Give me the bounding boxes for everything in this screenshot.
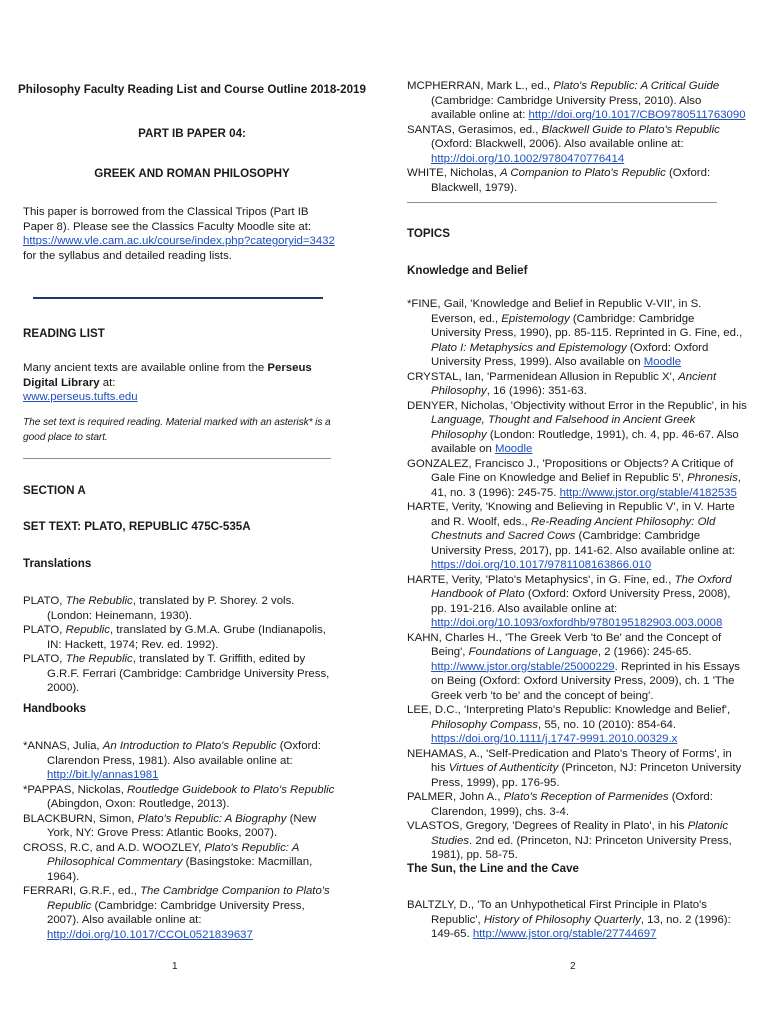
perseus-post: at: — [99, 376, 116, 389]
list-item: *PAPPAS, Nickolas, Routledge Guidebook to Plato's Republic (Abingdon, Oxon: Routledge, 2013). — [23, 783, 335, 810]
page-number: 2 — [570, 961, 576, 972]
list-item: SANTAS, Gerasimos, ed., Blackwell Guide to Plato's Republic (Oxford: Blackwell, 2006). Also available online at: http://doi.org/10.1002/9780470776414 — [407, 123, 720, 165]
baltzly-link[interactable]: http://www.jstor.org/stable/27744697 — [472, 928, 657, 940]
list-item: HARTE, Verity, 'Plato's Metaphysics', in G. Fine, ed., The Oxford Handbook of Plato (Oxford: Oxford University Press, 2008), pp. 191-216. Also available online at: http://doi.org/10.1093/oxfordhb/9780195182903.003.0008 — [407, 573, 732, 629]
divider — [23, 458, 331, 459]
sun-line-cave-heading: The Sun, the Line and the Cave — [407, 862, 579, 875]
list-item: NEHAMAS, A., 'Self-Predication and Plato's Theory of Forms', in his Virtues of Authenticity (Princeton, NJ: Princeton University Press, 1999), pp. 176-95. — [407, 747, 742, 789]
reading-list-heading: READING LIST — [23, 327, 105, 340]
companions-list — [407, 79, 747, 195]
list-item: LEE, D.C., 'Interpreting Plato's Republic: Knowledge and Belief', Philosophy Compass, 55, no. 10 (2010): 854-64. https://doi.org/10.1111/j.1747-9991.2010.00329.x — [407, 704, 731, 745]
perseus-link[interactable]: www.perseus.tufts.edu — [23, 391, 138, 403]
topics-heading: TOPICS — [407, 227, 450, 240]
list-item: WHITE, Nicholas, A Companion to Plato's Republic (Oxford: Blackwell, 1979). — [407, 167, 711, 194]
knowledge-heading: Knowledge and Belief — [407, 264, 528, 277]
section-divider — [33, 297, 323, 299]
reading-note: The set text is required reading. Material marked with an asterisk* is a good place to start. — [23, 417, 331, 443]
ferrari-link[interactable]: http://doi.org/10.1017/CCOL0521839637 — [47, 928, 253, 941]
perseus-paragraph — [23, 361, 338, 405]
list-item: BLACKBURN, Simon, Plato's Republic: A Biography (New York, NY: Grove Press: Atlantic Books, 2007). — [23, 812, 317, 839]
intro-tail: for the syllabus and detailed reading lists. — [23, 249, 232, 262]
paper-subject: GREEK AND ROMAN PHILOSOPHY — [94, 167, 290, 180]
perseus-text: Many ancient texts are available online from the — [23, 362, 268, 374]
sun-list — [407, 898, 747, 942]
moodle-category-link[interactable]: https://www.vle.cam.ac.uk/course/index.php?categoryid=3432 — [23, 235, 335, 247]
list-item: CROSS, R.C, and A.D. WOOZLEY, Plato's Republic: A Philosophical Commentary (Basingstoke: Macmillan, 1964). — [23, 841, 313, 883]
intro-paragraph — [23, 205, 338, 263]
gonzalez-link[interactable]: http://www.jstor.org/stable/4182535 — [559, 486, 737, 499]
page-2 — [384, 0, 768, 1024]
list-item: *FINE, Gail, 'Knowledge and Belief in Republic V-VII', in S. Everson, ed., Epistemology (Cambridge: Cambridge University Press, 1990), pp. 85-115. Reprinted in G. Fine, ed., Plato I: Metaphysics and Epistemology (Oxford: Oxford University Press, 1999). Also available on Moodle — [407, 298, 743, 368]
set-text-heading: SET TEXT: PLATO, REPUBLIC 475C-535A — [23, 520, 251, 533]
handbooks-heading: Handbooks — [23, 702, 87, 715]
annas-link[interactable]: http://bit.ly/annas1981 — [47, 769, 159, 781]
list-item: PALMER, John A., Plato's Reception of Parmenides (Oxford: Clarendon, 1999), chs. 3-4. — [407, 791, 713, 818]
moodle-link[interactable]: Moodle — [494, 443, 533, 455]
list-item: FERRARI, G.R.F., ed., The Cambridge Companion to Plato's Republic (Cambridge: Cambridge University Press, 2007). Also available online at: http://doi.org/10.1017/CCOL0521839637 — [23, 885, 330, 941]
harte-knowing-link[interactable]: https://doi.org/10.1017/9781108163866.010 — [431, 559, 652, 571]
moodle-link[interactable]: Moodle — [643, 356, 682, 368]
list-item: HARTE, Verity, 'Knowing and Believing in Republic V', in V. Harte and R. Woolf, eds., Re-Reading Ancient Philosophy: Old Chestnuts and Sacred Cows (Cambridge: Cambridge University Press, 2017), pp. 141-62. Also available online at: https://doi.org/10.1017/9781108163866.010 — [407, 501, 735, 571]
paper-number: PART IB PAPER 04: — [138, 127, 246, 140]
mcpherran-link[interactable]: http://doi.org/10.1017/CBO9780511763090 — [528, 109, 746, 121]
kahn-link[interactable]: http://www.jstor.org/stable/25000229 — [431, 660, 615, 673]
divider — [407, 202, 717, 203]
section-a-heading: SECTION A — [23, 484, 86, 497]
translations-heading: Translations — [23, 557, 92, 570]
document-title: Philosophy Faculty Reading List and Course Outline 2018-2019 — [18, 83, 366, 96]
intro-text: This paper is borrowed from the Classical Tripos (Part IB Paper 8). Please see the Classics Faculty Moodle site at: — [23, 206, 312, 233]
list-item: PLATO, The Republic, translated by T. Griffith, edited by G.R.F. Ferrari (Cambridge: Cambridge University Press, 2000). — [23, 653, 330, 694]
page-number: 1 — [172, 961, 178, 972]
perseus-name: Perseus Digital Library — [23, 362, 312, 389]
list-item: KAHN, Charles H., 'The Greek Verb 'to Be' and the Concept of Being', Foundations of Language, 2 (1966): 245-65. http://www.jstor.org/stable/25000229. Reprinted in his Essays on Being (Oxford: Oxford University Press, 2009), ch. 1 'The Greek verb 'to be' and the concept of being'. — [407, 631, 740, 702]
list-item: MCPHERRAN, Mark L., ed., Plato's Republic: A Critical Guide (Cambridge: Cambridge University Press, 2010). Also available online at: http://doi.org/10.1017/CBO9780511763090 — [407, 80, 746, 121]
list-item: DENYER, Nicholas, 'Objectivity without Error in the Republic', in his Language, Thought and Falsehood in Ancient Greek Philosophy (London: Routledge, 1991), ch. 4, pp. 46-67. Also available on Moodle — [407, 399, 747, 455]
knowledge-list — [407, 297, 747, 863]
list-item: PLATO, The Rebublic, translated by P. Shorey. 2 vols. (London: Heinemann, 1930). — [23, 595, 295, 622]
list-item: PLATO, Republic, translated by G.M.A. Grube (Indianapolis, IN: Hackett, 1974; Rev. ed. 1992). — [23, 624, 326, 651]
list-item: BALTZLY, D., 'To an Unhypothetical First Principle in Plato's Republic', History of Philosophy Quarterly, 13, no. 2 (1996): 149-65. http://www.jstor.org/stable/27744697 — [407, 899, 731, 940]
santas-link[interactable]: http://doi.org/10.1002/9780470776414 — [431, 152, 625, 165]
list-item: VLASTOS, Gregory, 'Degrees of Reality in Plato', in his Platonic Studies. 2nd ed. (Princeton, NJ: Princeton University Press, 1981), pp. 58-75. — [407, 820, 732, 861]
list-item: CRYSTAL, Ian, 'Parmenidean Allusion in Republic X', Ancient Philosophy, 16 (1996): 351-63. — [407, 370, 717, 397]
handbooks-list — [23, 739, 338, 942]
translations-list — [23, 594, 338, 696]
harte-metaphysics-link[interactable]: http://doi.org/10.1093/oxfordhb/9780195182903.003.0008 — [431, 617, 723, 629]
list-item: *ANNAS, Julia, An Introduction to Plato's Republic (Oxford: Clarendon Press, 1981). Also available online at: http://bit.ly/annas1981 — [23, 740, 321, 781]
lee-link[interactable]: https://doi.org/10.1111/j.1747-9991.2010.00329.x — [431, 733, 678, 745]
list-item: GONZALEZ, Francisco J., 'Propositions or Objects? A Critique of Gale Fine on Knowledge and Belief in Republic 5', Phronesis, 41, no. 3 (1996): 245-75. http://www.jstor.org/stable/4182535 — [407, 457, 741, 499]
